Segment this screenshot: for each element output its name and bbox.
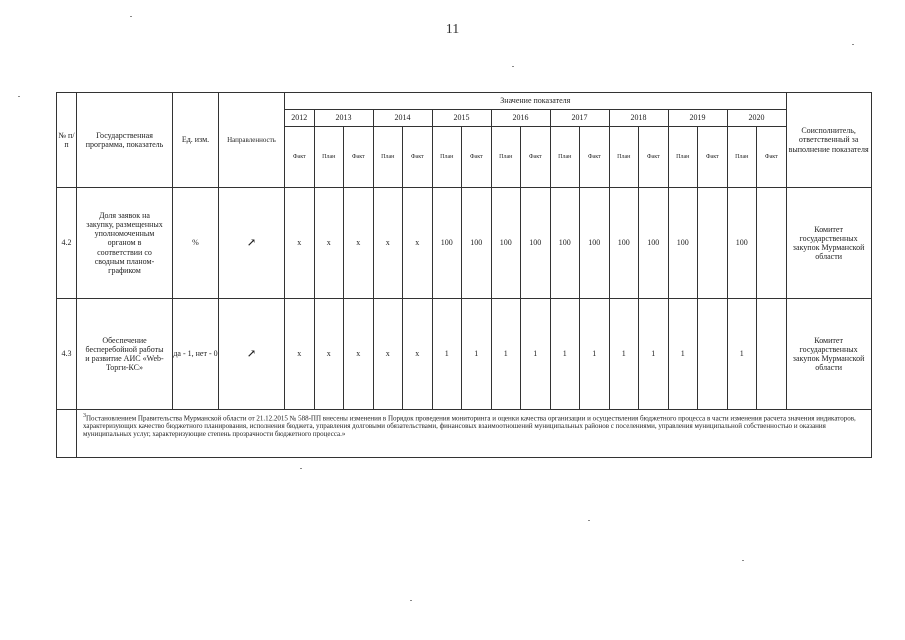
row-coexecutor: Комитет государственных закупок Мурманской области — [786, 188, 871, 299]
row-value: x — [285, 299, 315, 410]
row-value: 100 — [432, 188, 462, 299]
subcol-header: План — [314, 127, 344, 188]
year-header: 2020 — [727, 110, 786, 127]
header-values-group: Значение показателя — [285, 93, 787, 110]
row-value: 100 — [727, 188, 757, 299]
subcol-header: Факт — [344, 127, 374, 188]
row-value: x — [314, 188, 344, 299]
footnote-text: Постановлением Правительства Мурманской области от 21.12.2015 № 588-ПП внесены изменения в Порядок проведения мониторинга и оценки качества организации и осуществления бюджетного процесса в части изменения расчета значения индикаторов, характеризующих качество бюджетного планирования, исполнения бюджета, управления долговыми обязательствами, финансовых взаимоотношений муниципальных районов с поселениями, управления муниципальной собственностью и оказания муниципальных услуг, характеризующие степень прозрачности бюджетного процесса.» — [83, 414, 856, 439]
row-value: x — [285, 188, 315, 299]
year-header: 2013 — [314, 110, 373, 127]
row-value: 100 — [639, 188, 669, 299]
scan-speck — [300, 468, 302, 469]
row-value: x — [373, 299, 403, 410]
scan-speck — [130, 16, 132, 17]
row-value: 1 — [491, 299, 521, 410]
row-value: 100 — [609, 188, 639, 299]
subcol-header: Факт — [639, 127, 669, 188]
subcol-header: План — [609, 127, 639, 188]
row-value: 1 — [550, 299, 580, 410]
footnote-spacer — [57, 410, 77, 458]
scan-speck — [742, 560, 744, 561]
page-number: 11 — [445, 22, 460, 37]
year-header: 2016 — [491, 110, 550, 127]
subcol-header: План — [668, 127, 698, 188]
row-value — [698, 188, 728, 299]
subcol-header: План — [491, 127, 521, 188]
footnote — [77, 410, 872, 458]
row-value: x — [403, 188, 433, 299]
header-program: Государственная программа, показатель — [77, 93, 173, 188]
header-num: № п/п — [57, 93, 77, 188]
subcol-header: План — [432, 127, 462, 188]
row-value: 100 — [550, 188, 580, 299]
row-value: 100 — [580, 188, 610, 299]
header-unit: Ед. изм. — [173, 93, 219, 188]
row-num: 4.2 — [57, 188, 77, 299]
year-header: 2019 — [668, 110, 727, 127]
row-value: 1 — [639, 299, 669, 410]
footnote-marker: 3 — [83, 413, 86, 419]
row-value — [757, 299, 787, 410]
row-value: 1 — [432, 299, 462, 410]
subcol-header: Факт — [285, 127, 315, 188]
header-row-group — [57, 93, 872, 110]
row-value: 1 — [521, 299, 551, 410]
row-value: x — [344, 188, 374, 299]
row-value: 100 — [668, 188, 698, 299]
row-value — [757, 188, 787, 299]
row-value: x — [314, 299, 344, 410]
subcol-header: Факт — [521, 127, 551, 188]
row-coexecutor: Комитет государственных закупок Мурманской области — [786, 299, 871, 410]
header-direction: Направленность — [219, 93, 285, 188]
row-value: 1 — [668, 299, 698, 410]
arrow-up-right-icon: ↗ — [246, 236, 257, 249]
subcol-header: План — [373, 127, 403, 188]
subcol-header: Факт — [580, 127, 610, 188]
subcol-header: План — [550, 127, 580, 188]
row-value: 100 — [521, 188, 551, 299]
year-header: 2012 — [285, 110, 315, 127]
scan-speck — [410, 600, 412, 601]
subcol-header: Факт — [757, 127, 787, 188]
row-value: x — [403, 299, 433, 410]
subcol-header: Факт — [698, 127, 728, 188]
row-indicator-name: Доля заявок на закупку, размещенных уполномоченным органом в соответствии со сводным планом-графиком — [77, 188, 173, 299]
subcol-header: Факт — [403, 127, 433, 188]
year-header: 2015 — [432, 110, 491, 127]
row-value: 1 — [609, 299, 639, 410]
row-value: x — [373, 188, 403, 299]
arrow-up-right-icon: ↗ — [246, 347, 257, 360]
row-value: x — [344, 299, 374, 410]
scan-speck — [18, 96, 20, 97]
scan-speck — [588, 520, 590, 521]
row-value: 1 — [462, 299, 492, 410]
row-unit: % — [173, 188, 219, 299]
indicators-table — [56, 92, 872, 458]
year-header: 2014 — [373, 110, 432, 127]
row-direction — [219, 299, 285, 410]
scan-speck — [512, 66, 514, 67]
row-value: 100 — [462, 188, 492, 299]
year-header: 2018 — [609, 110, 668, 127]
footnote-row — [57, 410, 872, 458]
header-coexecutor: Соисполнитель, ответственный за выполнение показателя — [786, 93, 871, 188]
row-value: 100 — [491, 188, 521, 299]
row-indicator-name: Обеспечение бесперебойной работы и развитие АИС «Web-Торги-КС» — [77, 299, 173, 410]
table-row — [57, 188, 872, 299]
subcol-header: Факт — [462, 127, 492, 188]
row-direction — [219, 188, 285, 299]
row-unit: да - 1, нет - 0 — [173, 299, 219, 410]
row-num: 4.3 — [57, 299, 77, 410]
row-value — [698, 299, 728, 410]
scan-speck — [852, 44, 854, 45]
table-row — [57, 299, 872, 410]
subcol-header: План — [727, 127, 757, 188]
row-value: 1 — [727, 299, 757, 410]
row-value: 1 — [580, 299, 610, 410]
year-header: 2017 — [550, 110, 609, 127]
